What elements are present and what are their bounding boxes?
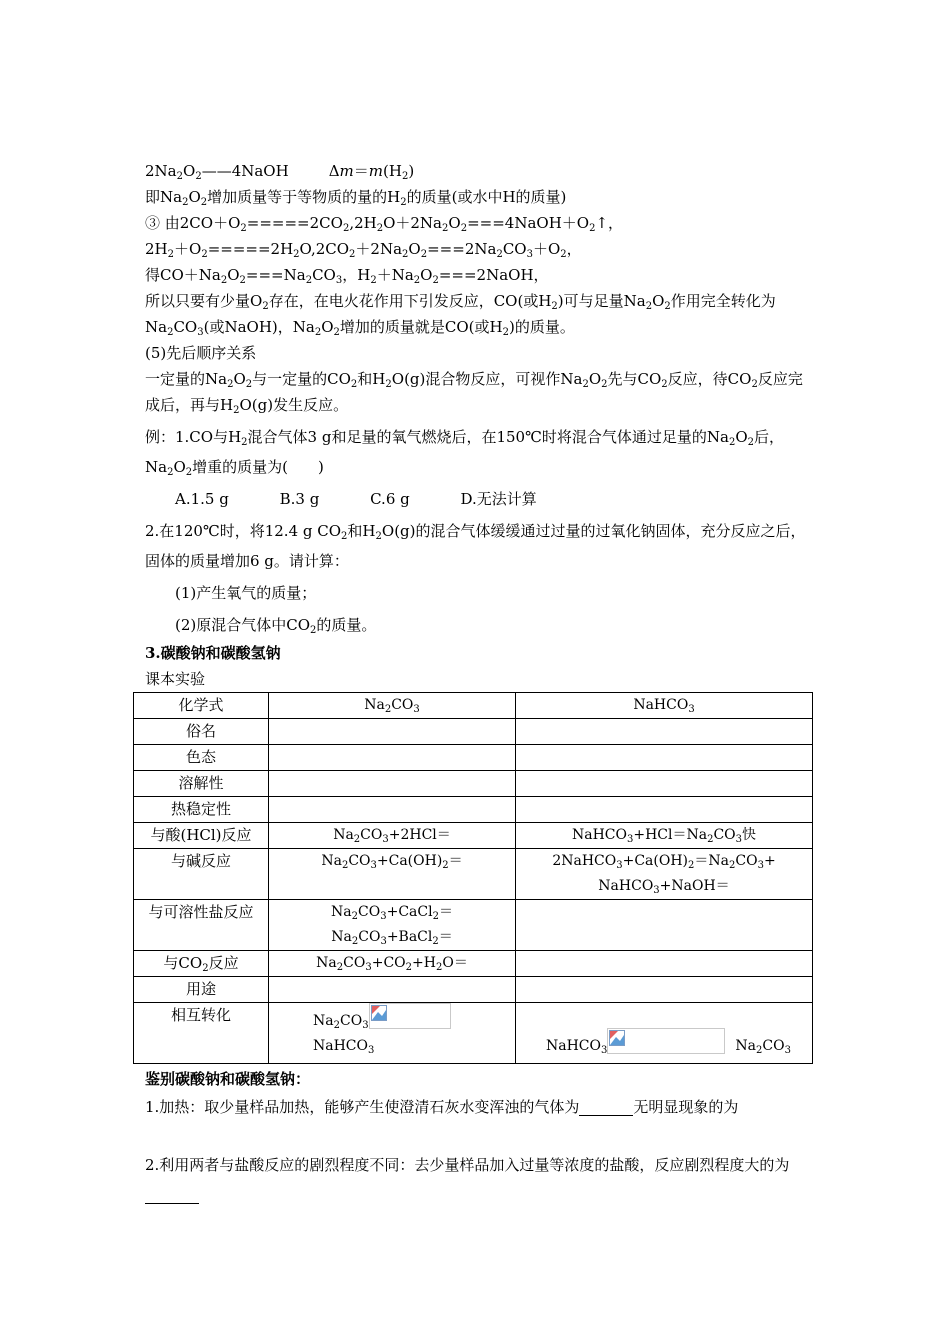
- paragraph-conclusion: 所以只要有少量$O_2$存在，在电火花作用下引发反应，CO(或$H_2$)可与足量$Na_2O_2$作用完全转化为$Na_2CO_3$(或NaOH)，$Na_2O_2$增加的质量就是CO(或$H_2$)的质量。: [145, 292, 776, 338]
- table-cell: [269, 977, 516, 1003]
- comparison-table: [133, 692, 813, 1064]
- table-cell: $Na_2CO_3+2HCl=$: [269, 823, 516, 849]
- reaction-line-3: ③ 由$2CO+O_2=====2CO_2,2H_2O+2Na_2O_2===4NaOH+O_2↑$，: [145, 214, 624, 234]
- identification-heading: 鉴别碳酸钠和碳酸氢钠：: [145, 1070, 311, 1088]
- table-cell: [516, 745, 813, 771]
- identification-method-2: 2.利用两者与盐酸反应的剧烈程度不同：去少量样品加入过量等浓度的盐酸，反应剧烈程度大的为: [145, 1150, 813, 1210]
- table-row: [134, 719, 813, 745]
- fill-in-blank[interactable]: [579, 1097, 633, 1116]
- identification-method-1: 1.加热：取少量样品加热，能够产生使澄清石灰水变浑浊的气体为 无明显现象的为: [145, 1098, 739, 1116]
- broken-image-icon: [369, 1003, 451, 1029]
- table-row: [134, 823, 813, 849]
- table-cell: $2NaHCO_3+Ca(OH)_2=Na_2CO_3+$ NaHCO$_3$+NaOH＝: [516, 849, 813, 900]
- reaction-line-5: 得$CO+Na_2O_2===Na_2CO_3$，$H_2+Na_2O_2===2NaOH$，: [145, 266, 549, 286]
- row-label-base-reaction: 与碱反应: [134, 849, 269, 900]
- table-cell: [269, 771, 516, 797]
- header-na2co3: $Na_2CO_3$: [269, 693, 516, 719]
- row-label-acid-reaction: 与酸(HCl)反应: [134, 823, 269, 849]
- example-question-2: 2.在120℃时，将12.4 g $CO_2$和$H_2O(g)$的混合气体缓缓通过过量的过氧化钠固体，充分反应之后，固体的质量增加6 g。请计算：: [145, 522, 806, 570]
- table-cell: $Na_2CO_3+Ca(OH)_2=$: [269, 849, 516, 900]
- row-label-uses: 用途: [134, 977, 269, 1003]
- row-label-solubility: 溶解性: [134, 771, 269, 797]
- table-cell: $Na_2CO_3+CO_2+H_2O=$: [269, 951, 516, 977]
- table-header-row: [134, 693, 813, 719]
- row-label-salt-reaction: 与可溶性盐反应: [134, 900, 269, 951]
- table-cell: [269, 719, 516, 745]
- sub-question-1: (1)产生氧气的质量；: [175, 584, 317, 602]
- table-cell: NaHCO$_3$ $Na_2CO_3$: [516, 1003, 813, 1064]
- section-3-heading: 3.碳酸钠和碳酸氢钠: [145, 644, 281, 662]
- table-cell: [516, 719, 813, 745]
- table-cell: [516, 797, 813, 823]
- table-row: [134, 977, 813, 1003]
- example-question-1: 例：1.CO与$H_2$混合气体3 g和足量的氧气燃烧后，在150℃时将混合气体通过足量的$Na_2O_2$后，$Na_2O_2$增重的质量为( ): [145, 428, 785, 478]
- table-cell: [516, 977, 813, 1003]
- table-cell: $Na_2CO_3+CaCl_2=$ $Na_2CO_3+BaCl_2=$: [269, 900, 516, 951]
- paragraph-order: 一定量的$Na_2O_2$与一定量的$CO_2$和$H_2O(g)$混合物反应，可视作$Na_2O_2$先与$CO_2$反应，待$CO_2$反应完成后，再与$H_2O(g)$发生反应。: [145, 370, 803, 416]
- option-b: B.3 g: [279, 490, 320, 508]
- table-row: [134, 849, 813, 900]
- header-nahco3: NaHCO$_3$: [516, 693, 813, 719]
- answer-options: [145, 482, 813, 516]
- option-d: D.无法计算: [460, 490, 537, 508]
- broken-image-icon: [607, 1028, 725, 1054]
- header-formula: 化学式: [134, 693, 269, 719]
- reaction-line-4: $2H_2+O_2=====2H_2O,2CO_2+2Na_2O_2===2Na_2CO_3+O_2$，: [145, 240, 582, 260]
- row-label-common-name: 俗名: [134, 719, 269, 745]
- sub-question-2: (2)原混合气体中$CO_2$的质量。: [175, 616, 377, 636]
- row-label-thermal-stability: 热稳定性: [134, 797, 269, 823]
- document-page: [145, 158, 813, 1210]
- textbook-experiment-label: 课本实验: [145, 670, 206, 688]
- option-a: A.1.5 g: [175, 490, 229, 508]
- row-label-interconversion: 相互转化: [134, 1003, 269, 1064]
- option-c: C.6 g: [370, 490, 410, 508]
- section-order-heading: (5)先后顺序关系: [145, 344, 257, 362]
- table-row: [134, 1003, 813, 1064]
- table-cell: [516, 900, 813, 951]
- table-row: [134, 797, 813, 823]
- table-row: [134, 951, 813, 977]
- table-cell: [269, 745, 516, 771]
- row-label-appearance: 色态: [134, 745, 269, 771]
- table-row: [134, 900, 813, 951]
- table-cell: $Na_2CO_3$ NaHCO$_3$: [269, 1003, 516, 1064]
- table-row: [134, 771, 813, 797]
- row-label-co2-reaction: 与$CO_2$反应: [134, 951, 269, 977]
- formula-line-1: $2Na_2O_2——4NaOH$ $\Delta m=m(H_2)$: [145, 162, 415, 182]
- table-cell: [269, 797, 516, 823]
- table-cell: [516, 771, 813, 797]
- table-cell: $NaHCO_3+HCl=Na_2CO_3$快: [516, 823, 813, 849]
- table-row: [134, 745, 813, 771]
- paragraph-mass-increase: 即$Na_2O_2$增加质量等于等物质的量的$H_2$的质量(或水中H的质量): [145, 188, 567, 208]
- fill-in-blank[interactable]: [145, 1185, 199, 1204]
- table-cell: [516, 951, 813, 977]
